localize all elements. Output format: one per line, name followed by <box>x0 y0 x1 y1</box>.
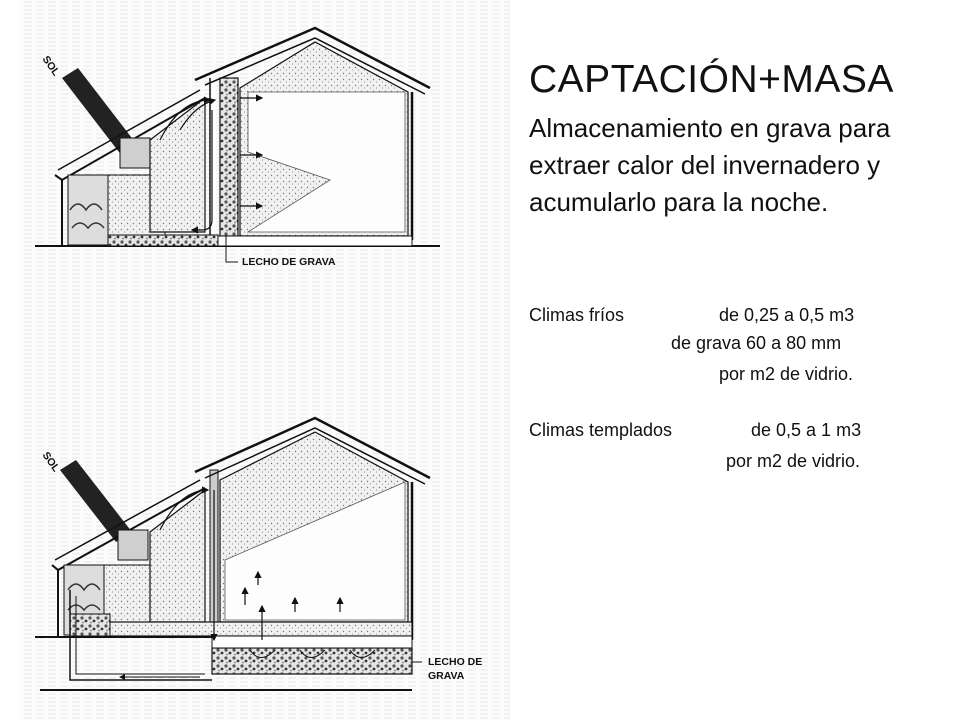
cold-climate-label: Climas fríos <box>529 305 625 325</box>
sun-label-bottom: SOL <box>39 449 62 475</box>
gravel-bed-label-bottom-2: GRAVA <box>428 670 465 682</box>
cold-climate-gravel-size: de grava 60 a 80 mm <box>671 333 842 353</box>
temperate-climate-range: de 0,5 a 1 m3 <box>751 420 862 440</box>
description-text: Almacenamiento en grava para extraer calor del invernadero y acumularlo para la noche. <box>529 113 891 217</box>
temperate-climate-per-glass: por m2 de vidrio. <box>726 451 861 471</box>
sun-label-top: SOL <box>39 53 62 79</box>
page-title: CAPTACIÓN+MASA <box>529 58 894 101</box>
gravel-bed-label-bottom-1: LECHO DE <box>428 656 483 668</box>
gravel-bed-label-top: LECHO DE GRAVA <box>242 256 336 268</box>
cold-climate-range: de 0,25 a 0,5 m3 <box>719 305 855 325</box>
cold-climate-per-glass: por m2 de vidrio. <box>719 364 854 384</box>
temperate-climate-label: Climas templados <box>529 420 673 440</box>
